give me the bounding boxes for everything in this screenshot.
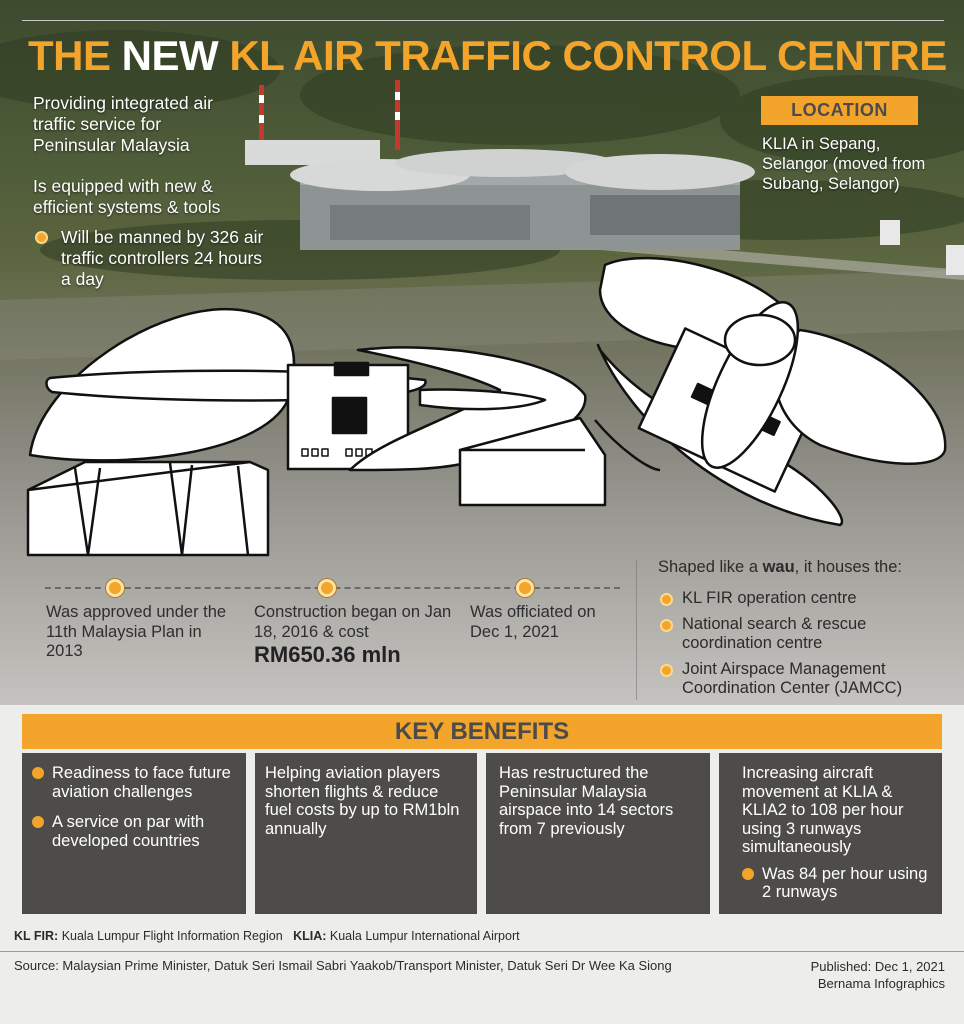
top-rule xyxy=(22,20,944,21)
benefit-text: Has restructured the Peninsular Malaysia airspace into 14 sectors from 7 previously xyxy=(499,764,674,838)
wau-item xyxy=(660,589,920,608)
benefit-bullet xyxy=(32,764,236,801)
benefit-box-4 xyxy=(719,753,942,914)
benefit-bullet-text: Was 84 per hour using 2 runways xyxy=(762,864,928,901)
wau-intro-bold: wau xyxy=(762,558,795,576)
bullet-dot-icon xyxy=(742,868,754,880)
benefit-box-1 xyxy=(22,753,246,914)
wau-intro-post: , it houses the: xyxy=(794,558,902,576)
abbreviations xyxy=(14,929,520,943)
title-part-the: THE xyxy=(28,32,122,79)
timeline-item-approved: Was approved under the 11th Malaysia Plan in 2013 xyxy=(46,603,227,660)
timeline-item-construction xyxy=(254,603,454,665)
location-text: KLIA in Sepang, Selangor (moved from Subang, Selangor) xyxy=(762,135,926,193)
abbr-fir-text: Kuala Lumpur Flight Information Region xyxy=(58,929,283,943)
wau-intro xyxy=(658,558,902,577)
intro-text-2: Is equipped with new & efficient systems & tools xyxy=(33,176,221,217)
wau-section xyxy=(658,558,903,697)
benefit-bullet-text: Readiness to face future aviation challenges xyxy=(52,764,231,801)
intro-text-1: Providing integrated air traffic service for Peninsular Malaysia xyxy=(33,93,213,155)
benefit-bullet-text: A service on par with developed countries xyxy=(52,813,205,850)
timeline-dot-icon xyxy=(318,579,336,597)
timeline-dot-icon xyxy=(106,579,124,597)
wau-item xyxy=(660,615,920,653)
abbr-klia-label: KLIA: xyxy=(293,929,327,943)
benefit-text: Helping aviation players shorten flights & reduce fuel costs by up to RM1bln annually xyxy=(265,764,460,838)
intro-bullet-text: Will be manned by 326 air traffic controllers 24 hours a day xyxy=(61,227,264,289)
bullet-dot-icon xyxy=(660,593,673,606)
benefit-bullet xyxy=(32,813,236,850)
location-label: LOCATION xyxy=(761,96,918,125)
timeline-dot-icon xyxy=(516,579,534,597)
key-benefits-heading: KEY BENEFITS xyxy=(22,714,942,749)
abbr-klia-text: Kuala Lumpur International Airport xyxy=(326,929,520,943)
credit: Bernama Infographics xyxy=(817,976,945,991)
published-date: Published: Dec 1, 2021 xyxy=(810,959,945,974)
wau-item xyxy=(660,660,920,698)
construction-cost: RM650.36 mln xyxy=(254,642,401,667)
wau-item-text: National search & rescue coordination centre xyxy=(682,615,867,652)
bullet-dot-icon xyxy=(660,664,673,677)
benefit-box-3 xyxy=(486,753,710,914)
benefit-text: Increasing aircraft movement at KLIA & KLIA2 to 108 per hour using 3 runways simultaneously xyxy=(742,764,904,856)
bullet-dot-icon xyxy=(32,767,44,779)
bullet-dot-icon xyxy=(660,619,673,632)
benefit-bullet xyxy=(742,865,932,902)
timeline-item-officiated: Was officiated on Dec 1, 2021 xyxy=(470,603,596,641)
bullet-dot-icon xyxy=(32,816,44,828)
wau-item-text: KL FIR operation centre xyxy=(682,589,857,607)
title-part-rest: KL AIR TRAFFIC CONTROL CENTRE xyxy=(218,32,947,79)
publication-info xyxy=(811,958,945,992)
divider xyxy=(636,560,637,700)
building-diagram xyxy=(0,240,964,580)
benefit-box-2 xyxy=(255,753,477,914)
abbr-fir-label: KL FIR: xyxy=(14,929,59,943)
source-text: Source: Malaysian Prime Minister, Datuk Seri Ismail Sabri Yaakob/Transport Minister, Datuk Seri Dr Wee Ka Siong xyxy=(14,958,672,973)
wau-item-text: Joint Airspace Management Coordination Center (JAMCC) xyxy=(682,660,903,697)
timeline-item-construction-text: Construction began on Jan 18, 2016 & cost xyxy=(254,603,452,641)
footer-rule xyxy=(0,951,964,952)
wau-intro-pre: Shaped like a xyxy=(658,558,763,576)
page-title xyxy=(28,32,947,80)
title-part-new: NEW xyxy=(121,32,219,79)
